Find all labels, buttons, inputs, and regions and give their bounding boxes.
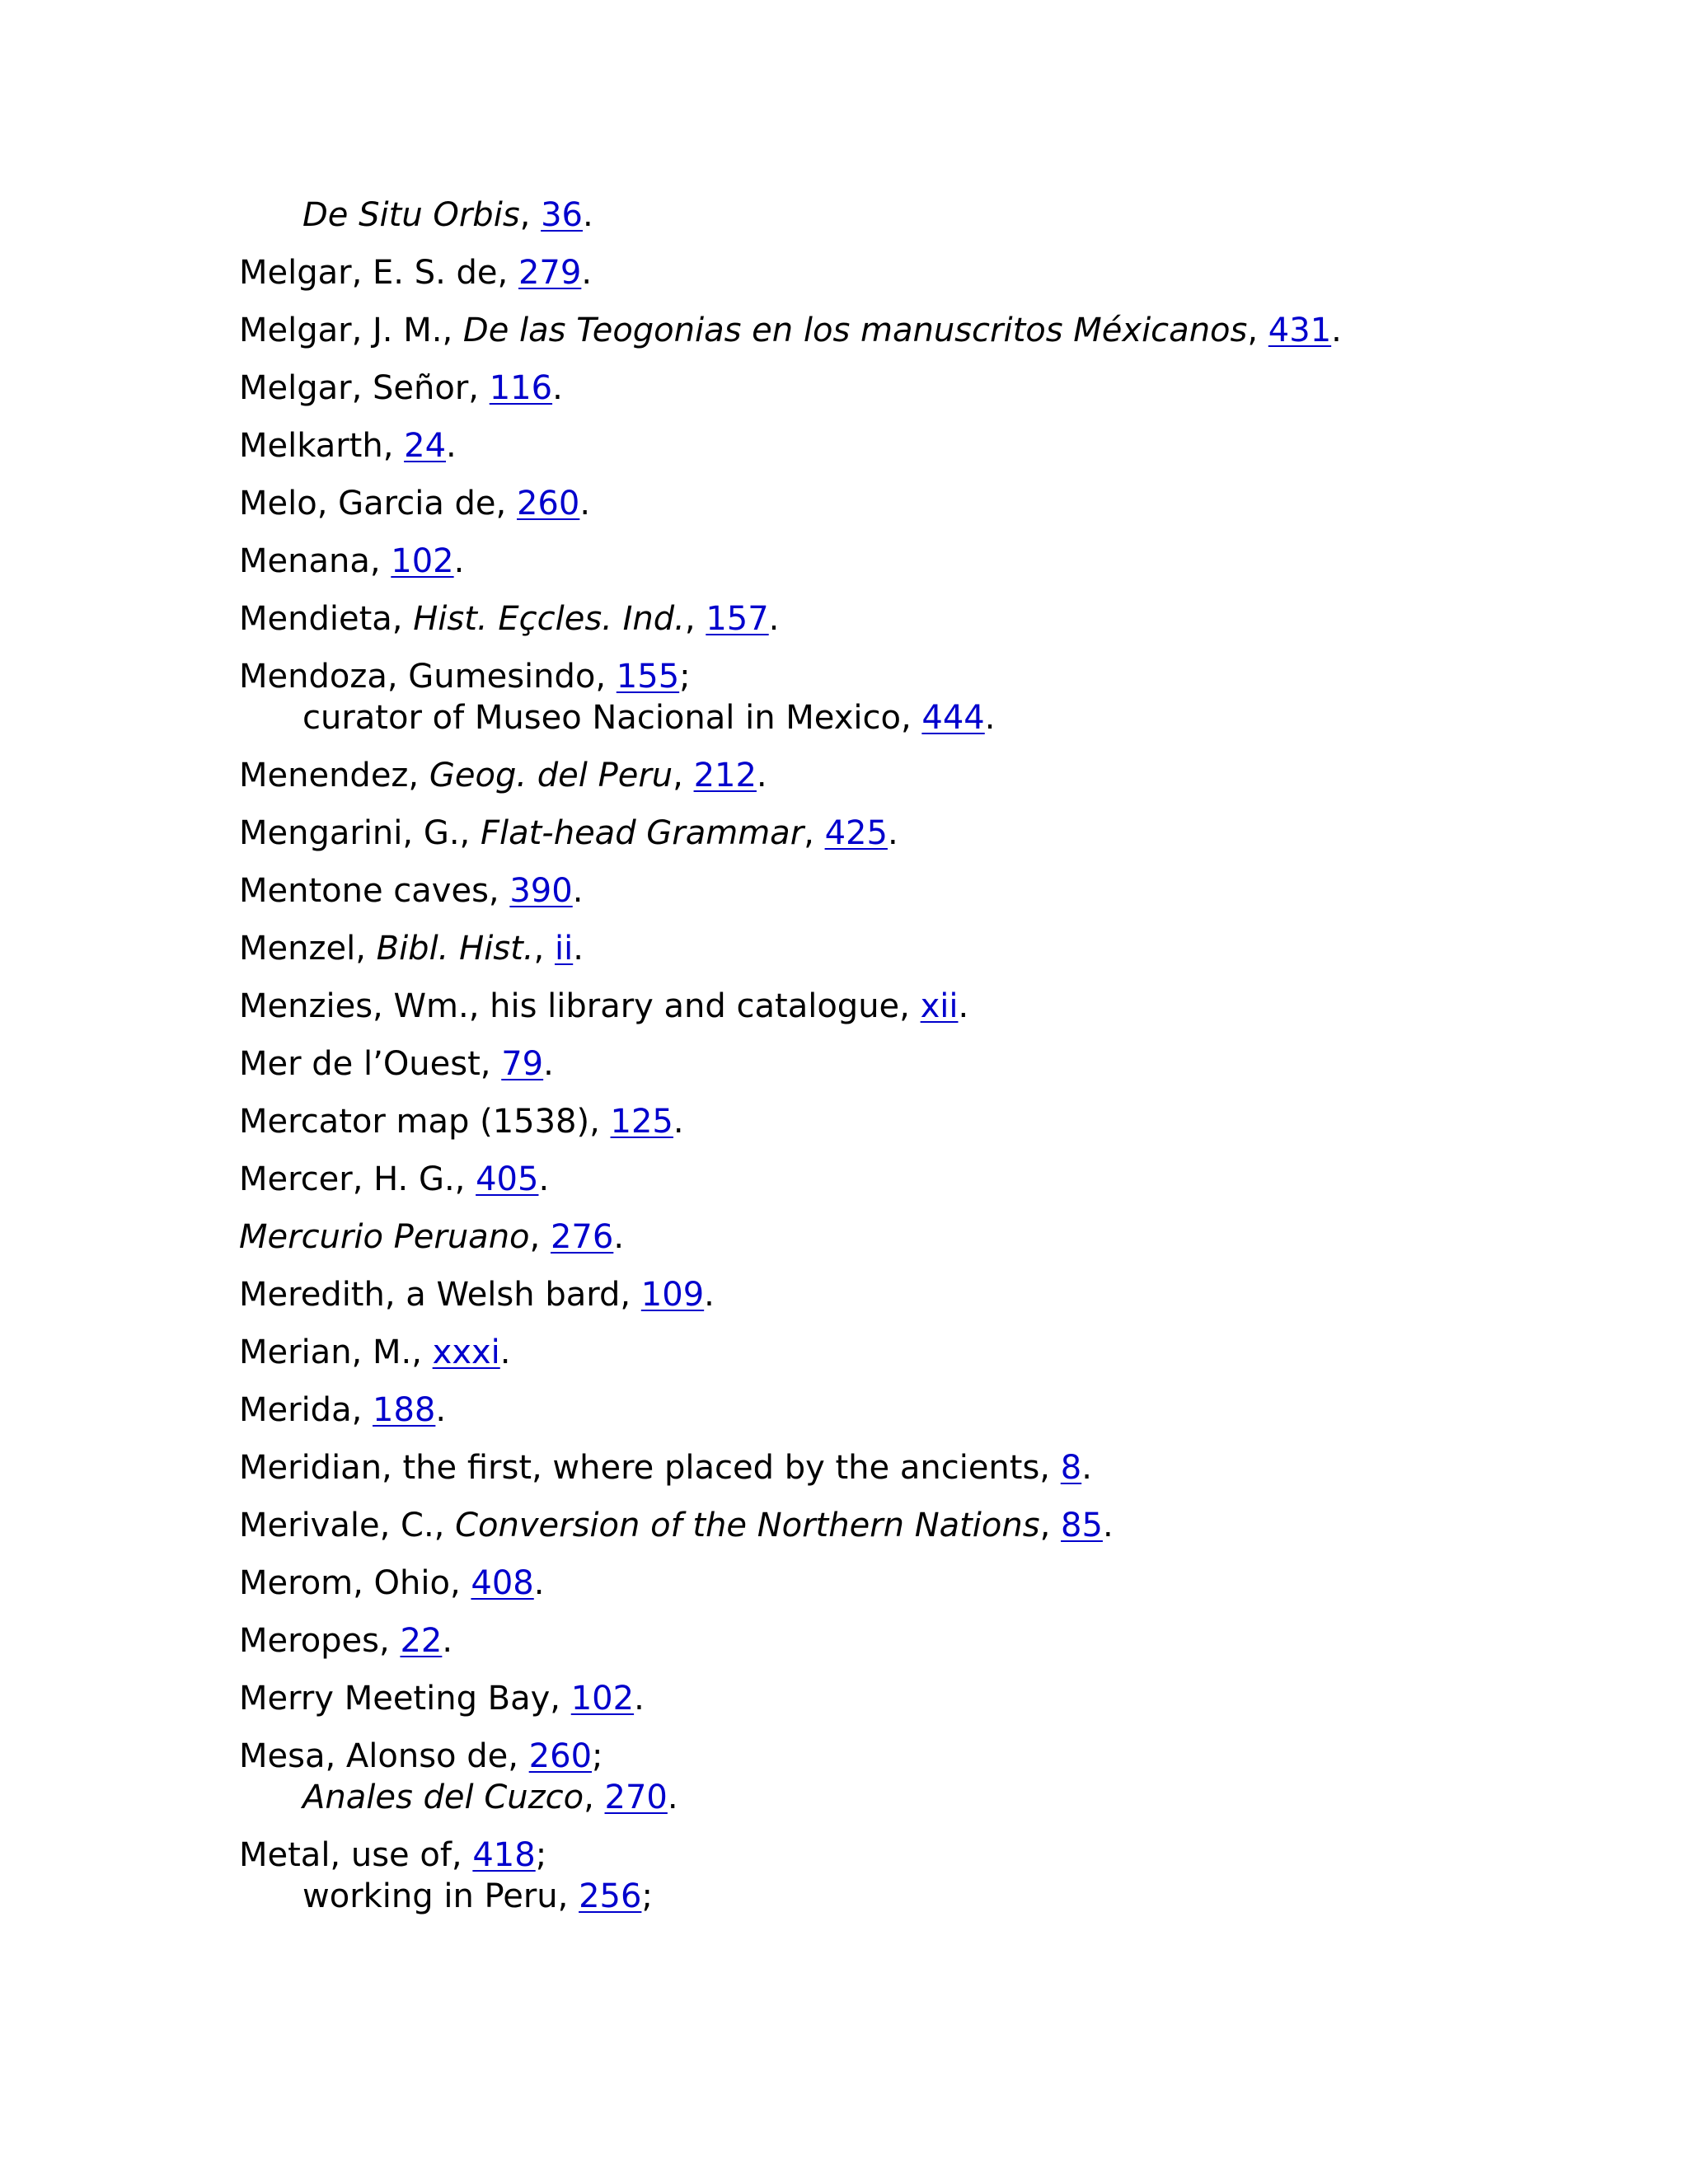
index-entry — [239, 483, 1640, 524]
page-reference-link[interactable]: xii — [920, 987, 959, 1025]
index-entry — [239, 425, 1640, 466]
page-reference-link[interactable]: 155 — [616, 658, 680, 696]
page-reference-link[interactable]: 212 — [693, 757, 757, 794]
entry-text: ; — [592, 1737, 603, 1775]
index-entry — [239, 1505, 1640, 1546]
page-reference-link[interactable]: 405 — [476, 1160, 539, 1198]
page-reference-link[interactable]: 260 — [516, 485, 580, 523]
entry-text: Melkarth, — [239, 427, 405, 465]
page-reference-link[interactable]: 418 — [472, 1836, 536, 1874]
entry-text: Metal, use of, — [239, 1836, 473, 1874]
entry-text: Melo, Garcia de, — [239, 485, 517, 523]
index-entry-line — [239, 1332, 1640, 1373]
index-entry — [239, 598, 1640, 640]
page-reference-link[interactable]: 109 — [640, 1276, 705, 1314]
index-subentry-line — [239, 697, 1640, 738]
entry-text: . — [768, 600, 780, 638]
entry-text: . — [583, 196, 593, 234]
index-entry — [239, 1332, 1640, 1373]
entry-text: Menana, — [239, 542, 392, 580]
entry-text: Menzies, Wm., his library and catalogue, — [239, 987, 921, 1025]
index-entry-line — [239, 1736, 1640, 1777]
index-entry-line — [239, 1274, 1640, 1315]
page-reference-link[interactable]: 425 — [824, 814, 888, 852]
entry-text: . — [499, 1333, 511, 1371]
entry-text: Mercator map (1538), — [239, 1103, 611, 1141]
entry-text: Mendoza, Gumesindo, — [239, 658, 617, 696]
italic-title-text: Hist. Eçcles. Ind. — [413, 600, 685, 638]
index-entry-line — [239, 1835, 1640, 1876]
page-reference-link[interactable]: 276 — [550, 1218, 614, 1256]
entry-text: , — [673, 757, 694, 794]
entry-text: Meridian, the first, where placed by the ancients, — [239, 1449, 1061, 1487]
index-entry-line — [239, 541, 1640, 582]
index-entry-line — [239, 425, 1640, 466]
entry-text: . — [667, 1779, 678, 1816]
italic-title-text: Bibl. Hist. — [376, 930, 534, 968]
page-reference-link[interactable]: 431 — [1268, 312, 1332, 349]
entry-text: ; — [535, 1836, 547, 1874]
entry-text: . — [446, 427, 457, 465]
entry-text: ; — [679, 658, 691, 696]
index-entry-line — [239, 1101, 1640, 1142]
entry-text: Menzel, — [239, 930, 377, 968]
entry-text: , — [533, 930, 555, 968]
page-reference-link[interactable]: 444 — [921, 699, 985, 737]
index-entry — [239, 1159, 1640, 1200]
italic-title-text: De Situ Orbis — [302, 196, 520, 234]
page-reference-link[interactable]: 390 — [509, 872, 573, 910]
page-reference-link[interactable]: 85 — [1061, 1507, 1103, 1544]
entry-text: . — [581, 254, 593, 292]
italic-title-text: Anales del Cuzco — [302, 1779, 584, 1816]
index-subentry-line — [239, 1777, 1640, 1818]
index-entry — [239, 656, 1640, 738]
index-entry-line — [239, 1159, 1640, 1200]
italic-title-text: Conversion of the Northern Nations — [455, 1507, 1040, 1544]
entry-text: . — [572, 872, 584, 910]
index-entry-line — [239, 755, 1640, 796]
entry-text: . — [704, 1276, 715, 1314]
entry-text: . — [958, 987, 969, 1025]
entry-text: , — [1247, 312, 1268, 349]
page-reference-link[interactable]: 188 — [373, 1391, 436, 1429]
page-reference-link[interactable]: ii — [554, 930, 574, 968]
index-entry-line — [239, 813, 1640, 854]
index-entry — [239, 1620, 1640, 1661]
entry-text: . — [573, 930, 584, 968]
page-reference-link[interactable]: 24 — [404, 427, 447, 465]
index-entry — [239, 1101, 1640, 1142]
entry-text: Meropes, — [239, 1622, 401, 1660]
entry-text: . — [453, 542, 465, 580]
entry-text: . — [634, 1680, 645, 1718]
page-reference-link[interactable]: 260 — [528, 1737, 593, 1775]
index-entry-line — [239, 1043, 1640, 1085]
index-entry — [239, 813, 1640, 854]
entry-text: Mercer, H. G., — [239, 1160, 476, 1198]
index-entry-line — [239, 928, 1640, 969]
index-entry — [239, 986, 1640, 1027]
entry-text: . — [543, 1045, 554, 1083]
entry-text: . — [613, 1218, 625, 1256]
index-entry — [239, 310, 1640, 351]
entry-text: , — [529, 1218, 551, 1256]
entry-text: . — [984, 699, 996, 737]
page-reference-link[interactable]: 408 — [471, 1564, 534, 1602]
index-entry — [239, 928, 1640, 969]
entry-text: curator of Museo Nacional in Mexico, — [302, 699, 922, 737]
page-reference-link[interactable]: 256 — [579, 1877, 642, 1915]
page-reference-link[interactable]: xxxi — [432, 1333, 500, 1371]
index-entry — [239, 1390, 1640, 1431]
entry-text: Melgar, E. S. de, — [239, 254, 518, 292]
italic-title-text: De las Teogonias en los manuscritos Méxicanos — [462, 312, 1248, 349]
entry-text: ; — [641, 1877, 653, 1915]
index-entry-line — [239, 1505, 1640, 1546]
index-subentry-line — [239, 194, 1640, 236]
italic-title-text: Mercurio Peruano — [239, 1218, 530, 1256]
entry-text: . — [579, 485, 591, 523]
entry-text: . — [887, 814, 898, 852]
page-reference-link[interactable]: 36 — [541, 196, 583, 234]
index-entry-line — [239, 1216, 1640, 1258]
index-entry-line — [239, 368, 1640, 409]
page-reference-link[interactable]: 125 — [610, 1103, 673, 1141]
index-entry-line — [239, 870, 1640, 912]
entry-text: Mengarini, G., — [239, 814, 481, 852]
page-reference-link[interactable]: 157 — [706, 600, 769, 638]
italic-title-text: Geog. del Peru — [429, 757, 673, 794]
page-reference-link[interactable]: 102 — [391, 542, 454, 580]
index-entry — [239, 1835, 1640, 1917]
entry-text: Meredith, a Welsh bard, — [239, 1276, 641, 1314]
page-reference-link[interactable]: 79 — [501, 1045, 544, 1083]
index-entry — [239, 755, 1640, 796]
entry-text: . — [435, 1391, 447, 1429]
index-entry-line — [239, 656, 1640, 697]
entry-text: Mentone caves, — [239, 872, 510, 910]
page-reference-link[interactable]: 8 — [1060, 1449, 1082, 1487]
index-entry — [239, 541, 1640, 582]
entry-text: . — [533, 1564, 545, 1602]
index-entry — [239, 870, 1640, 912]
index-entry — [239, 1736, 1640, 1818]
entry-text: . — [442, 1622, 453, 1660]
index-entry — [239, 252, 1640, 293]
entry-text: , — [804, 814, 825, 852]
index-entry-line — [239, 310, 1640, 351]
index-subentry-line — [239, 1876, 1640, 1917]
entry-text: . — [552, 369, 563, 407]
entry-text: Merida, — [239, 1391, 373, 1429]
index-entry-line — [239, 483, 1640, 524]
index-entry-line — [239, 1620, 1640, 1661]
entry-text: Melgar, Señor, — [239, 369, 490, 407]
entry-text: Merivale, C., — [239, 1507, 456, 1544]
index-entry-line — [239, 252, 1640, 293]
page-reference-link[interactable]: 279 — [518, 254, 582, 292]
index-entry — [239, 1043, 1640, 1085]
index-entry-line — [239, 1678, 1640, 1719]
index-entry — [239, 1678, 1640, 1719]
index-entry — [239, 1274, 1640, 1315]
index-entry — [239, 1447, 1640, 1488]
entry-text: . — [538, 1160, 550, 1198]
entry-text: , — [684, 600, 706, 638]
entry-text: , — [584, 1779, 605, 1816]
italic-title-text: Flat-head Grammar — [480, 814, 804, 852]
entry-text: Menendez, — [239, 757, 429, 794]
index-entry — [239, 1216, 1640, 1258]
entry-text: Merry Meeting Bay, — [239, 1680, 571, 1718]
entry-text: Mer de l’Ouest, — [239, 1045, 502, 1083]
index-entry — [239, 1563, 1640, 1604]
entry-text: Mesa, Alonso de, — [239, 1737, 529, 1775]
index-entry-line — [239, 1390, 1640, 1431]
index-entry-line — [239, 986, 1640, 1027]
index-entry — [239, 368, 1640, 409]
entry-text: . — [673, 1103, 684, 1141]
index-entry — [239, 194, 1640, 236]
page-reference-link[interactable]: 270 — [604, 1779, 668, 1816]
entry-text: working in Peru, — [302, 1877, 579, 1915]
index-entry-line — [239, 1447, 1640, 1488]
entry-text: , — [1039, 1507, 1062, 1544]
entry-text: Merian, M., — [239, 1333, 433, 1371]
entry-text: . — [1331, 312, 1342, 349]
entry-text: . — [756, 757, 767, 794]
entry-text: Mendieta, — [239, 600, 414, 638]
page-reference-link[interactable]: 116 — [489, 369, 553, 407]
page-reference-link[interactable]: 102 — [570, 1680, 635, 1718]
page-reference-link[interactable]: 22 — [400, 1622, 443, 1660]
index-page — [239, 194, 1640, 1933]
entry-text: . — [1081, 1449, 1092, 1487]
index-entry-line — [239, 598, 1640, 640]
index-entry-line — [239, 1563, 1640, 1604]
entry-text: Melgar, J. M., — [239, 312, 463, 349]
entry-text: Merom, Ohio, — [239, 1564, 471, 1602]
entry-text: , — [519, 196, 542, 234]
entry-text: . — [1102, 1507, 1114, 1544]
